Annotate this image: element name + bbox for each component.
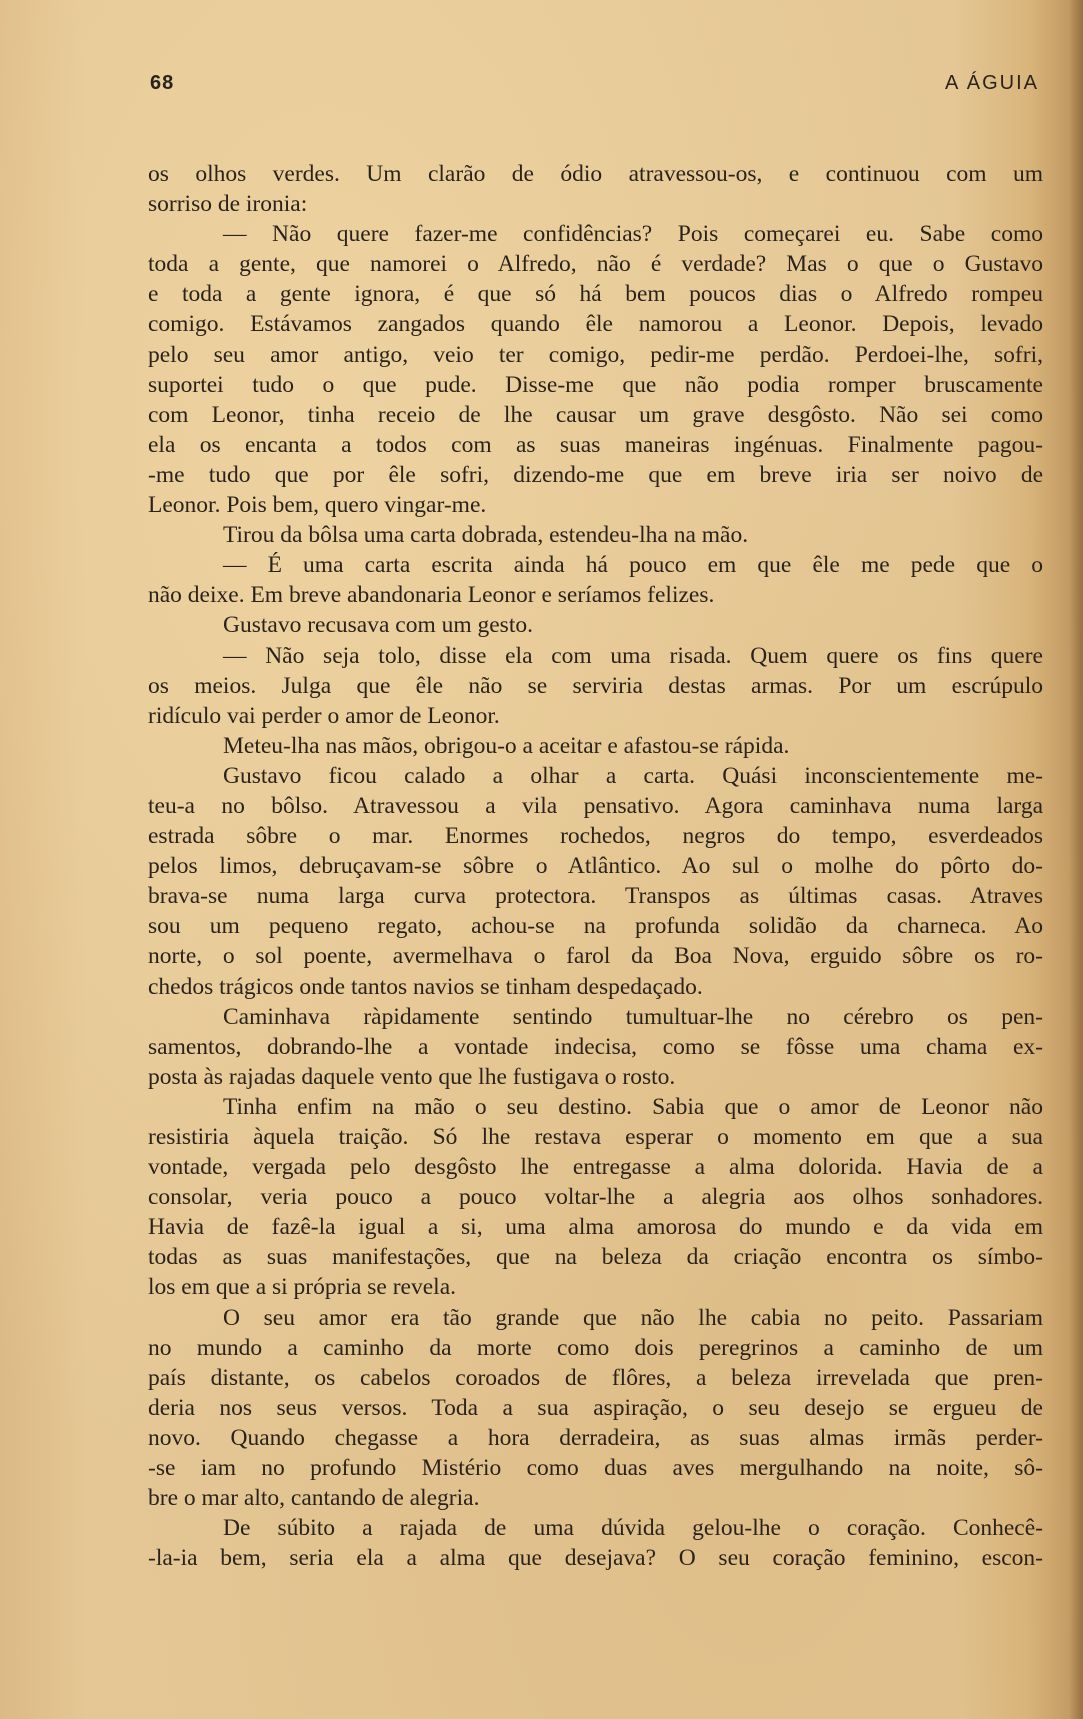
page-header [150, 72, 1042, 102]
text-line: O seu amor era tão grande que não lhe cabia no peito. Passariam [223, 1304, 1043, 1331]
text-line: Leonor. Pois bem, quero vingar-me. [148, 492, 487, 519]
body-text [148, 159, 1043, 1573]
text-line: Gustavo recusava com um gesto. [223, 612, 533, 639]
text-line: deria nos seus versos. Toda a sua aspiração, o seu desejo se ergueu de [148, 1394, 1043, 1421]
text-line: resistiria àquela traição. Só lhe restava esperar o momento em que a sua [148, 1124, 1043, 1150]
text-line: comigo. Estávamos zangados quando êle namorou a Leonor. Depois, levado [148, 311, 1043, 338]
text-line: chedos trágicos onde tantos navios se tinham despedaçado. [148, 973, 703, 1000]
text-line: no mundo a caminho da morte como dois peregrinos a caminho de um [148, 1334, 1043, 1361]
text-line: ela os encanta a todos com as suas maneiras ingénuas. Finalmente pagou- [148, 431, 1043, 458]
running-title: A ÁGUIA [944, 72, 1039, 94]
text-line: -me tudo que por êle sofri, dizendo-me que em breve iria ser noivo de [148, 461, 1043, 488]
text-line: -se iam no profundo Mistério como duas aves mergulhando na noite, sô- [148, 1455, 1043, 1482]
text-line: os meios. Julga que êle não se serviria destas armas. Por um escrúpulo [148, 672, 1043, 699]
text-line: Caminhava ràpidamente sentindo tumultuar-lhe no cérebro os pen- [223, 1003, 1043, 1030]
text-line: com Leonor, tinha receio de lhe causar um grave desgôsto. Não sei como [148, 401, 1043, 428]
text-line: — Não quere fazer-me confidências? Pois começarei eu. Sabe como [223, 221, 1043, 248]
text-line: vontade, vergada pelo desgôsto lhe entregasse a alma dolorida. Havia de a [148, 1154, 1043, 1181]
text-line: Gustavo ficou calado a olhar a carta. Quási inconscientemente me- [223, 762, 1043, 789]
text-line: norte, o sol poente, avermelhava o farol da Boa Nova, erguido sôbre os ro- [148, 943, 1043, 970]
text-line: consolar, veria pouco a pouco voltar-lhe a alegria aos olhos sonhadores. [148, 1184, 1043, 1211]
text-line: De súbito a rajada de uma dúvida gelou-lhe o coração. Conhecê- [223, 1515, 1043, 1542]
text-line: novo. Quando chegasse a hora derradeira, as suas almas irmãs perder- [148, 1424, 1043, 1451]
page-edge-shadow [1069, 0, 1083, 1719]
text-line: suportei tudo o que pude. Disse-me que não podia romper bruscamente [148, 371, 1043, 398]
text-line: bre o mar alto, cantando de alegria. [148, 1485, 480, 1512]
text-line: todas as suas manifestações, que na beleza da criação encontra os símbo- [148, 1244, 1043, 1271]
text-line: sorriso de ironia: [148, 191, 308, 218]
text-line: sou um pequeno regato, achou-se na profunda solidão da charneca. Ao [148, 913, 1043, 940]
text-line: os olhos verdes. Um clarão de ódio atravessou-os, e continuou com um [148, 161, 1043, 187]
text-line: Havia de fazê-la igual a si, uma alma amorosa do mundo e da vida em [148, 1214, 1043, 1241]
text-line: -la-ia bem, seria ela a alma que desejava? O seu coração feminino, escon- [148, 1545, 1043, 1572]
text-line: país distante, os cabelos coroados de flôres, a beleza irrevelada que pren- [148, 1364, 1043, 1391]
text-line: não deixe. Em breve abandonaria Leonor e seríamos felizes. [148, 582, 715, 609]
text-line: brava-se numa larga curva protectora. Transpos as últimas casas. Atraves [148, 883, 1043, 910]
text-line: pelo seu amor antigo, veio ter comigo, pedir-me perdão. Perdoei-lhe, sofri, [148, 341, 1043, 368]
text-line: pelos limos, debruçavam-se sôbre o Atlântico. Ao sul o molhe do pôrto do- [148, 853, 1043, 880]
text-line: Meteu-lha nas mãos, obrigou-o a aceitar e afastou-se rápida. [223, 732, 790, 759]
text-line: posta às rajadas daquele vento que lhe fustigava o rosto. [148, 1063, 676, 1090]
text-line: Tirou da bôlsa uma carta dobrada, estendeu-lha na mão. [223, 522, 749, 549]
text-line: los em que a si própria se revela. [148, 1274, 457, 1301]
page-number: 68 [150, 72, 175, 94]
text-line: ridículo vai perder o amor de Leonor. [148, 702, 500, 729]
text-line: teu-a no bôlso. Atravessou a vila pensativo. Agora caminhava numa larga [148, 792, 1043, 819]
text-line: Tinha enfim na mão o seu destino. Sabia que o amor de Leonor não [223, 1093, 1043, 1120]
text-line: toda a gente, que namorei o Alfredo, não é verdade? Mas o que o Gustavo [148, 251, 1043, 278]
text-line: — Não seja tolo, disse ela com uma risada. Quem quere os fins quere [223, 642, 1043, 669]
text-line: estrada sôbre o mar. Enormes rochedos, negros do tempo, esverdeados [148, 823, 1043, 850]
text-line: — É uma carta escrita ainda há pouco em que êle me pede que o [223, 552, 1043, 579]
text-line: e toda a gente ignora, é que só há bem poucos dias o Alfredo rompeu [148, 281, 1043, 308]
text-line: samentos, dobrando-lhe a vontade indecisa, como se fôsse uma chama ex- [148, 1033, 1043, 1060]
